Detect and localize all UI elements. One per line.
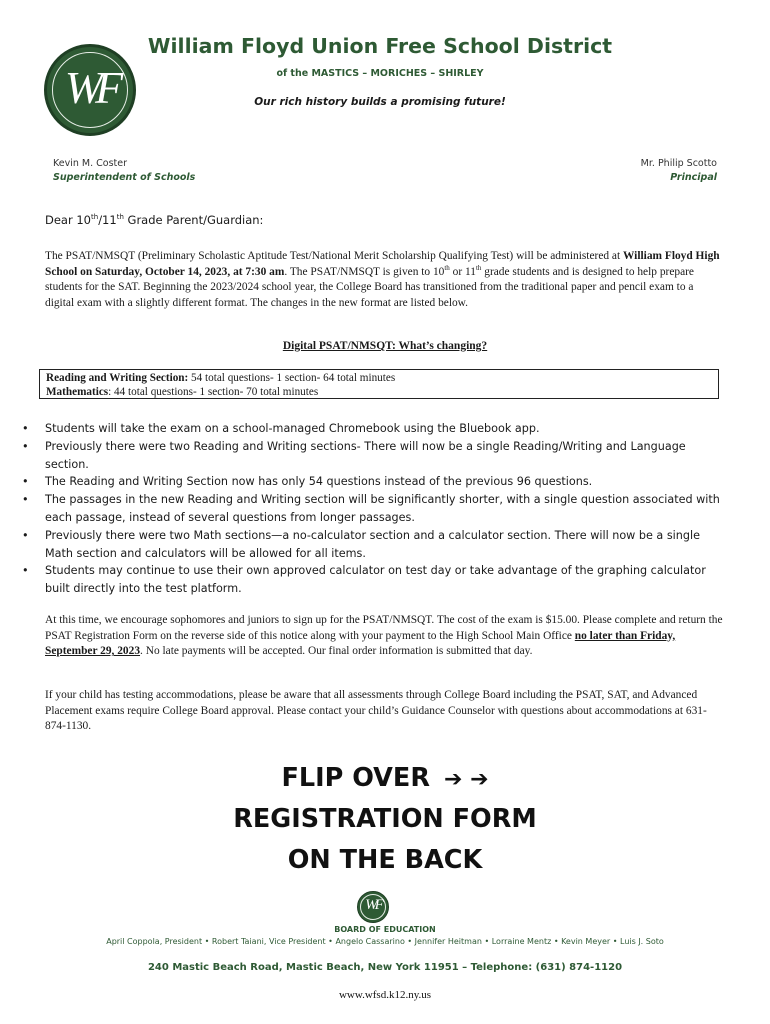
signup-text-1: At this time, we encourage sophomores and juniors to sign up for the PSAT/NMSQT. The cost of the exam is $15.00. Please complete and return the PSAT Registration Form on the reverse side of this notice along with your payment to the High School Main Office	[45, 614, 723, 642]
list-item-text: The Reading and Writing Section now has only 54 questions instead of the previous 96 questions.	[45, 475, 593, 489]
intro-text-1: The PSAT/NMSQT (Preliminary Scholastic Aptitude Test/National Merit Scholarship Qualifying Test) will be administered at	[45, 250, 623, 262]
footer-logo	[357, 891, 389, 923]
changes-list	[22, 420, 722, 598]
greeting-sup-1: th	[91, 213, 99, 222]
flip-over-text: FLIP OVER	[281, 763, 430, 793]
reading-writing-label: Reading and Writing Section:	[46, 372, 189, 384]
footer-logo-monogram: WF	[365, 897, 381, 913]
intro-text-2: . The PSAT/NMSQT is given to 10	[284, 265, 445, 278]
bullet-icon: •	[22, 439, 29, 453]
section-summary-box	[39, 369, 719, 399]
accommodations-paragraph: If your child has testing accommodations, please be aware that all assessments through College Board including the PSAT, SAT, and Advanced Placement exams require College Board approval. Please contact your child’s Guidance Counselor with questions about accommodations at 631-874-1130.	[45, 689, 707, 732]
district-address: 240 Mastic Beach Road, Mastic Beach, New York 11951 – Telephone: (631) 874-1120	[147, 962, 623, 973]
signup-deadline: no later than Friday, September 29, 2023	[45, 629, 676, 657]
math-label: Mathematics	[46, 386, 109, 398]
principal-block	[641, 157, 717, 185]
greeting-suffix: Grade Parent/Guardian:	[123, 213, 264, 227]
changes-heading: Digital PSAT/NMSQT: What’s changing?	[282, 340, 488, 352]
bullet-icon: •	[22, 475, 29, 489]
bullet-icon: •	[22, 493, 29, 507]
bullet-icon: •	[22, 528, 29, 542]
list-item	[22, 438, 722, 474]
district-website: www.wfsd.k12.ny.us	[338, 989, 432, 1001]
intro-sup-1: th	[444, 263, 450, 272]
intro-paragraph	[45, 249, 725, 311]
list-item-text: Students will take the exam on a school-managed Chromebook using the Bluebook app.	[45, 422, 540, 435]
test-date-location: William Floyd High School on Saturday, October 14, 2023, at 7:30 am	[45, 250, 720, 278]
list-item-text: Previously there were two Reading and Writing sections- There will now be a single Reading/Writing and Language section.	[45, 439, 686, 471]
signup-paragraph	[45, 613, 725, 660]
math-details: : 44 total questions- 1 section- 70 total minutes	[108, 386, 319, 398]
district-motto: Our rich history builds a promising future!	[254, 96, 506, 108]
bullet-icon: •	[22, 564, 29, 578]
intro-sup-2: th	[475, 263, 482, 272]
math-row	[46, 385, 712, 399]
list-item	[22, 420, 722, 438]
list-item	[22, 562, 722, 598]
list-item-text: Previously there were two Math sections—a no-calculator section and a calculator section. There will now be a single Math section and calculators will be allowed for all items.	[45, 528, 700, 560]
registration-form-callout: REGISTRATION FORM	[233, 804, 537, 834]
superintendent-role: Superintendent of Schools	[53, 172, 196, 183]
district-title: William Floyd Union Free School District	[147, 34, 613, 58]
bullet-icon: •	[22, 422, 29, 435]
list-item-text: Students may continue to use their own approved calculator on test day or take advantage of the graphing calculator built directly into the test platform.	[45, 564, 706, 596]
list-item	[22, 527, 722, 563]
flip-over-callout	[0, 763, 770, 793]
on-the-back-callout: ON THE BACK	[287, 845, 483, 875]
list-item-text: The passages in the new Reading and Writing section will be significantly shorter, with a single question associated with each passage, instead of several questions from longer passages.	[45, 493, 720, 524]
principal-role: Principal	[670, 172, 717, 183]
list-item	[22, 491, 722, 527]
superintendent-name: Kevin M. Coster	[53, 158, 128, 169]
intro-text-3: or 11	[449, 265, 476, 278]
logo-monogram: WF	[64, 62, 116, 113]
greeting-middle: /11	[98, 213, 117, 227]
board-of-education-title: BOARD OF EDUCATION	[334, 925, 436, 934]
right-arrow-icon: ➔ ➔	[443, 767, 489, 792]
principal-name: Mr. Philip Scotto	[640, 158, 717, 169]
reading-writing-row	[46, 371, 712, 385]
greeting-sup-2: th	[116, 213, 124, 222]
greeting-prefix: Dear 10	[45, 213, 91, 227]
reading-writing-details: 54 total questions- 1 section- 64 total minutes	[188, 372, 396, 384]
letter-greeting	[45, 213, 263, 227]
district-subtitle: of the MASTICS – MORICHES – SHIRLEY	[276, 68, 484, 79]
intro-text-4: grade students and is designed to help prepare students for the SAT. Beginning the 2023/2024 school year, the College Board has transitioned from the traditional paper and pencil exam to a digital exam with a slightly different format. The changes in the new format are listed below.	[45, 265, 694, 309]
superintendent-block	[53, 157, 195, 185]
signup-text-2: . No late payments will be accepted. Our final order information is submitted that day.	[140, 645, 533, 657]
list-item	[22, 473, 722, 491]
board-members: April Coppola, President • Robert Taiani, Vice President • Angelo Cassarino • Jennifer Heitman • Lorraine Mentz • Kevin Meyer • Luis J. Soto	[106, 937, 664, 946]
